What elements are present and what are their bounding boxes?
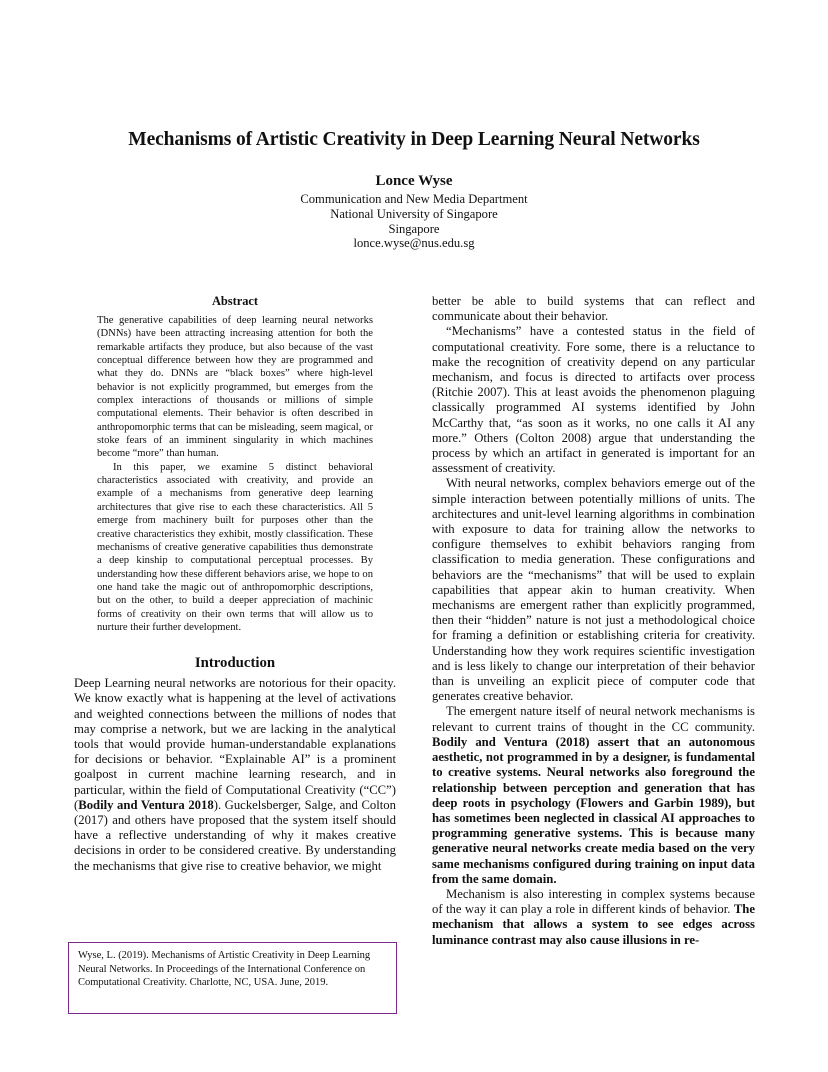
body-paragraph: better be able to build systems that can reflect and communicate about their behavior. bbox=[432, 294, 755, 324]
affiliation-university: National University of Singapore bbox=[330, 206, 498, 221]
body-text-run: The emergent nature itself of neural network mechanisms is relevant to current trains of thought in the CC community. bbox=[432, 704, 755, 734]
affiliation-country: Singapore bbox=[388, 221, 440, 236]
abstract-heading: Abstract bbox=[211, 294, 259, 308]
abstract-paragraph: The generative capabilities of deep learning neural networks (DNNs) have been attracting increasing attention for both the remarkable artifacts they produce, but also because of the vast conceptual difference between how they are programmed and what they do. DNNs are “black boxes” where high-level behavior is not explicitly programmed, but emerges from the complex interactions of thousands or millions of simple computational elements. Their behavior is often described in anthropomorphic terms that can be misleading, seem magical, or stoke fears of an imminent singularity in which machines become “more” than human. bbox=[97, 315, 373, 460]
bold-text-run: Bodily and Ventura (2018) assert that an autonomous aesthetic, not programmed in by a designer, is fundamental to creative systems. Neural networks also foreground the relationship between perception and generation that has deep roots in psychology (Flowers and Garbin 1989), but has sometimes been neglected in classical AI approaches to programming generative systems. This is because many generative neural networks create media based on the very same mechanisms configured during training on input data from the same domain. bbox=[432, 734, 755, 886]
body-paragraph bbox=[74, 676, 396, 874]
body-paragraph bbox=[432, 887, 755, 948]
abstract-body bbox=[74, 314, 396, 634]
introduction-body bbox=[74, 676, 396, 874]
introduction-heading: Introduction bbox=[194, 655, 276, 672]
body-text-run: ). Guckelsberger, Salge, and Colton (2017) and others have proposed that the system itself should have a reflective understanding of why it makes creative decisions in order to be considered creative. By understanding the mechanisms that give rise to creative behavior, we might bbox=[74, 797, 396, 873]
citation-box: Wyse, L. (2019). Mechanisms of Artistic Creativity in Deep Learning Neural Networks. In Proceedings of the International Conference on Computational Creativity. Charlotte, NC, USA. June, 2019. bbox=[68, 942, 397, 1014]
body-paragraph bbox=[432, 704, 755, 886]
author-name: Lonce Wyse bbox=[375, 173, 453, 189]
left-column bbox=[74, 294, 396, 874]
abstract-paragraph: In this paper, we examine 5 distinct behavioral characteristics associated with creativity, and provide an example of a mechanisms from generative deep learning architectures that give rise to each these characteristics. All 5 emerge from machinery built for purposes other than the creative characteristics they exhibit, mostly classification. These mechanisms of creative generative capabilities thus demonstrate a deep kinship to computational perceptual processes. By understanding how these different behaviors arise, we hope to on one hand take the magic out of anthropomorphic descriptions, but on the other, to build a deeper appreciation of machinic forms of creativity on their own terms that will allow us to nurture their further development. bbox=[97, 461, 373, 633]
paper-title: Mechanisms of Artistic Creativity in Deep Learning Neural Networks bbox=[128, 129, 700, 150]
body-text-run: Deep Learning neural networks are notorious for their opacity. We know exactly what is happening at the level of activations and weighted connections between the millions of nodes that may comprise a network, but we are lacking in the analytical tools that would provide human-understandable explanations for decisions or behavior. “Explainable AI” is a prominent goalpost in current machine learning research, and in particular, within the field of Computational Creativity (“CC”) ( bbox=[74, 676, 396, 812]
affiliation-department: Communication and New Media Department bbox=[300, 192, 528, 206]
right-column bbox=[432, 294, 755, 948]
author-email: lonce.wyse@nus.edu.sg bbox=[353, 236, 475, 251]
body-paragraph: With neural networks, complex behaviors emerge out of the simple interaction between potentially millions of units. The architectures and unit-level learning algorithms in combination with exposure to data for training allow the networks to configure themselves to exhibit behaviors ranging from classification to media generation. These configurations and behaviors are the “mechanisms” that will be used to explain capabilities that appear akin to human creativity. When mechanisms are emergent rather than explicitly programmed, then their “hidden” nature is not just a methodological choice for framing a definition or establishing criteria for creativity. Understanding how they work requires scientific investigation and is less likely to change our interpretation of their behavior than is unveiling an explicit piece of computer code that generates creative behavior. bbox=[432, 476, 755, 704]
body-paragraph: “Mechanisms” have a contested status in the field of computational creativity. Fore some, there is a reluctance to make the recognition of creativity depend on any particular mechanism, and focus is directed to artifacts over process (Ritchie 2007). This at least avoids the phenomenon plaguing classically programmed AI systems identified by John McCarthy that, “as soon as it works, no one calls it AI any more.” Others (Colton 2008) argue that understanding the process by which an artifact in generated is important for an assessment of creativity. bbox=[432, 324, 755, 476]
body-text-run: Mechanism is also interesting in complex systems because of the way it can play a role in different kinds of behavior. bbox=[432, 886, 755, 917]
right-column-body bbox=[432, 294, 755, 948]
author-affiliation bbox=[0, 192, 828, 251]
bold-text-run: The mechanism that allows a system to see edges across luminance contrast may also cause illusions in re- bbox=[432, 902, 755, 947]
citation-link: Bodily and Ventura 2018 bbox=[78, 797, 214, 812]
